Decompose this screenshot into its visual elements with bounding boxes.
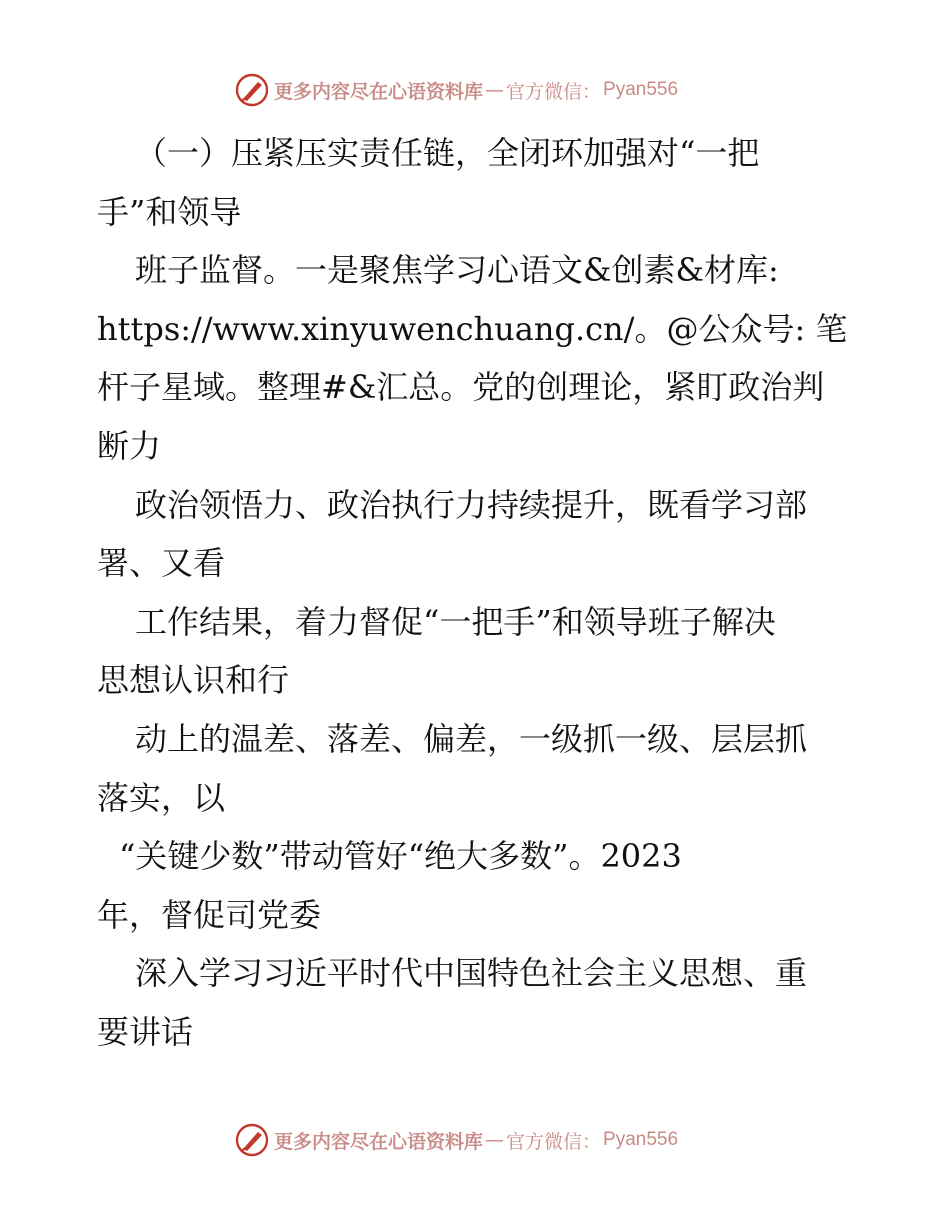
- watermark-wechat-label: 官方微信：: [506, 80, 602, 103]
- watermark-main-text: 更多内容尽在心语资料库: [274, 80, 484, 103]
- text-line: 年，督促司党委: [97, 895, 322, 934]
- text-line: 落实，以: [97, 778, 226, 817]
- text-line: 深入学习习近平时代中国特色社会主义思想、重: [135, 954, 808, 993]
- text-line: 班子监督。一是聚焦学习心语文&创素&材库:: [135, 251, 779, 290]
- header-watermark: [234, 72, 678, 108]
- text-line: 要讲话: [97, 1012, 194, 1051]
- text-line: https://www.xinyuwenchuang.cn/。@公众号: 笔: [97, 309, 848, 348]
- watermark-main-text: 更多内容尽在心语资料库: [274, 1130, 484, 1153]
- text-line: 政治领悟力、政治执行力持续提升，既看学习部: [135, 485, 808, 524]
- text-line: “关键少数”带动管好“绝大多数”。2023: [119, 837, 682, 876]
- quill-logo-icon: [234, 72, 270, 108]
- watermark-wechat-label: 官方微信：: [506, 1130, 602, 1153]
- text-line: 思想认识和行: [97, 661, 290, 700]
- text-line: 署、又看: [97, 544, 226, 583]
- text-line: （一）压紧压实责任链，全闭环加强对“一把: [135, 134, 760, 172]
- body-text: [97, 124, 857, 1062]
- text-line: 工作结果，着力督促“一把手”和领导班子解决: [135, 602, 776, 641]
- text-line: 手”和领导: [97, 192, 242, 231]
- watermark-wechat-id: Pyan556: [603, 1129, 679, 1150]
- text-line: 动上的温差、落差、偏差，一级抓一级、层层抓: [135, 719, 808, 758]
- text-line: 杆子星域。整理#&汇总。党的创理论，紧盯政治判: [97, 368, 825, 407]
- footer-watermark: [234, 1122, 678, 1158]
- watermark-separator: —: [485, 1129, 505, 1151]
- quill-logo-icon: [234, 1122, 270, 1158]
- watermark-separator: —: [485, 79, 505, 101]
- text-line: 断力: [97, 426, 162, 465]
- watermark-wechat-id: Pyan556: [603, 79, 679, 100]
